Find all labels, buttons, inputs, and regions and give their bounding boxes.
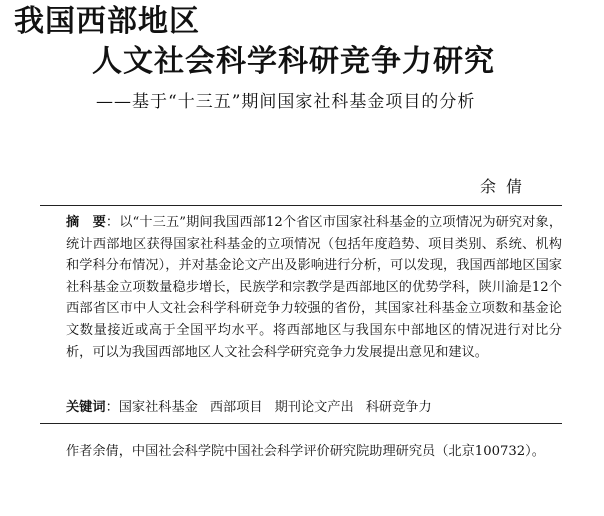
title-line-2: 人文社会科学科研竞争力研究 — [92, 44, 495, 79]
abstract — [66, 212, 562, 363]
keyword-item: 期刊论文产出 — [274, 400, 354, 415]
abstract-label: 摘 要 — [66, 215, 106, 230]
abstract-bottom-rule — [40, 423, 562, 424]
author-note: 作者余倩，中国社会科学院中国社会科学评价研究院助理研究员（北京100732）。 — [66, 444, 545, 459]
keywords-separator: ： — [105, 400, 119, 415]
subtitle: ——基于“十三五”期间国家社科基金项目的分析 — [96, 92, 476, 112]
keywords-label: 关键词 — [66, 400, 106, 415]
abstract-top-rule — [40, 205, 562, 206]
abstract-separator: ： — [105, 215, 120, 230]
abstract-text: 以“十三五”期间我国西部12个省区市国家社科基金的立项情况为研究对象，统计西部地区获得国家社科基金的立项情况（包括年度趋势、项目类别、系统、机构和学科分布情况），并对基金论文产出及影响进行分析，可以发现，我国西部地区国家社科基金立项数量稳步增长，民族学和宗教学是西部地区的优势学科，陕川渝是12个西部省区市中人文社会科学科研竞争力较强的省份，其国家社科基金立项数和基金论文数量接近或高于全国平均水平。将西部地区与我国东中部地区的情况进行对比分析，可以为我国西部地区人文社会科学研究竞争力发展提出意见和建议。 — [66, 215, 563, 360]
author-name: 余倩 — [480, 177, 533, 196]
keyword-item: 科研竞争力 — [365, 400, 432, 415]
keyword-item: 西部项目 — [209, 400, 263, 415]
keywords — [66, 399, 562, 417]
keyword-item: 国家社科基金 — [118, 400, 198, 415]
title-line-1: 我国西部地区 — [14, 4, 200, 39]
